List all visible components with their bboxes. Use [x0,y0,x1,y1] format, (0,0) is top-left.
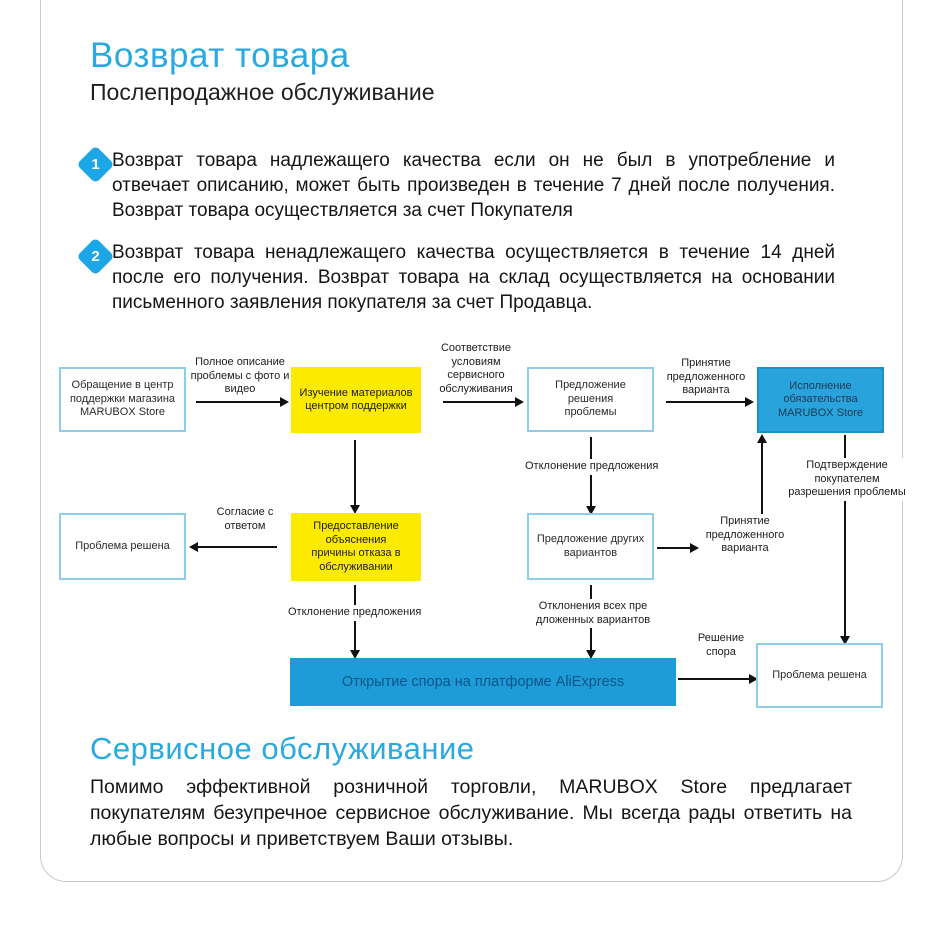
label-buyer-confirmation: Подтверждение покупателем разрешения проблемы [786,458,908,501]
page-title: Возврат товара [90,36,350,75]
node-problem-solved-right: Проблема решена [756,643,883,708]
return-rule-2-text: Возврат товара ненадлежащего качества осуществляется в течение 14 дней после его получения. Возврат товара на склад осуществляется на основании письменного заявления покупателя за счет Продавца. [112,242,835,313]
node-other-options: Предложение других вариантов [527,513,654,580]
arrow-options-to-accept [657,547,691,549]
step-2-number: 2 [91,248,100,265]
node-refusal-explanation: Предоставление объяснения причины отказа в обслуживании [291,513,421,581]
label-dispute-resolution: Решение спора [697,632,745,658]
step-2-badge [76,237,114,275]
node-problem-solved-left: Проблема решена [59,513,186,580]
service-text: Помимо эффективной розничной торговли, MARUBOX Store предлагает покупателям безупречное сервисное обслуживание. Мы всегда рады ответить на любые вопросы и приветствуем Ваши отзывы. [90,776,852,850]
node-solution-proposal: Предложение решения проблемы [527,367,654,432]
label-decline-offer-bottom: Отклонение предложения [286,605,423,621]
arrow-study-to-refusal [354,440,356,506]
label-agree-with-answer: Согласие с ответом [216,506,274,532]
arrow-request-to-study [196,401,281,403]
label-decline-all-options: Отклонения всех пре дложенных вариантов [527,599,659,628]
label-accept-option-top: Принятие предложенного варианта [666,357,746,396]
step-1-number: 1 [91,156,100,173]
step-1-badge [76,145,114,183]
return-rule-1-text: Возврат товара надлежащего качества если он не был в употребление и отвечает описанию, может быть произведен в течение 7 дней после получения. Возврат товара осуществляется за счет Покупателя [112,150,835,221]
label-accept-option-right: Принятие предложенного варианта [705,515,785,554]
label-full-description: Полное описание проблемы с фото и видео [190,356,290,395]
arrow-dispute-to-solved [678,678,750,680]
arrow-accept-to-fulfilment [761,442,763,514]
node-study-materials: Изучение материалов центром поддержки [291,367,421,433]
arrow-study-to-proposal [443,401,516,403]
arrow-refusal-to-solved [197,546,277,548]
node-support-request: Обращение в центр поддержки магазина MARUBOX Store [59,367,186,432]
node-obligation-fulfilment: Исполнение обязательства MARUBOX Store [757,367,884,433]
page-subtitle: Послепродажное обслуживание [90,79,435,105]
node-open-dispute: Открытие спора на платформе AliExpress [290,658,676,706]
label-decline-offer-mid: Отклонение предложения [523,459,660,475]
label-service-terms: Соответствие условиям сервисного обслуживания [439,342,513,395]
arrow-proposal-to-fulfilment [666,401,746,403]
service-title: Сервисное обслуживание [90,731,475,766]
